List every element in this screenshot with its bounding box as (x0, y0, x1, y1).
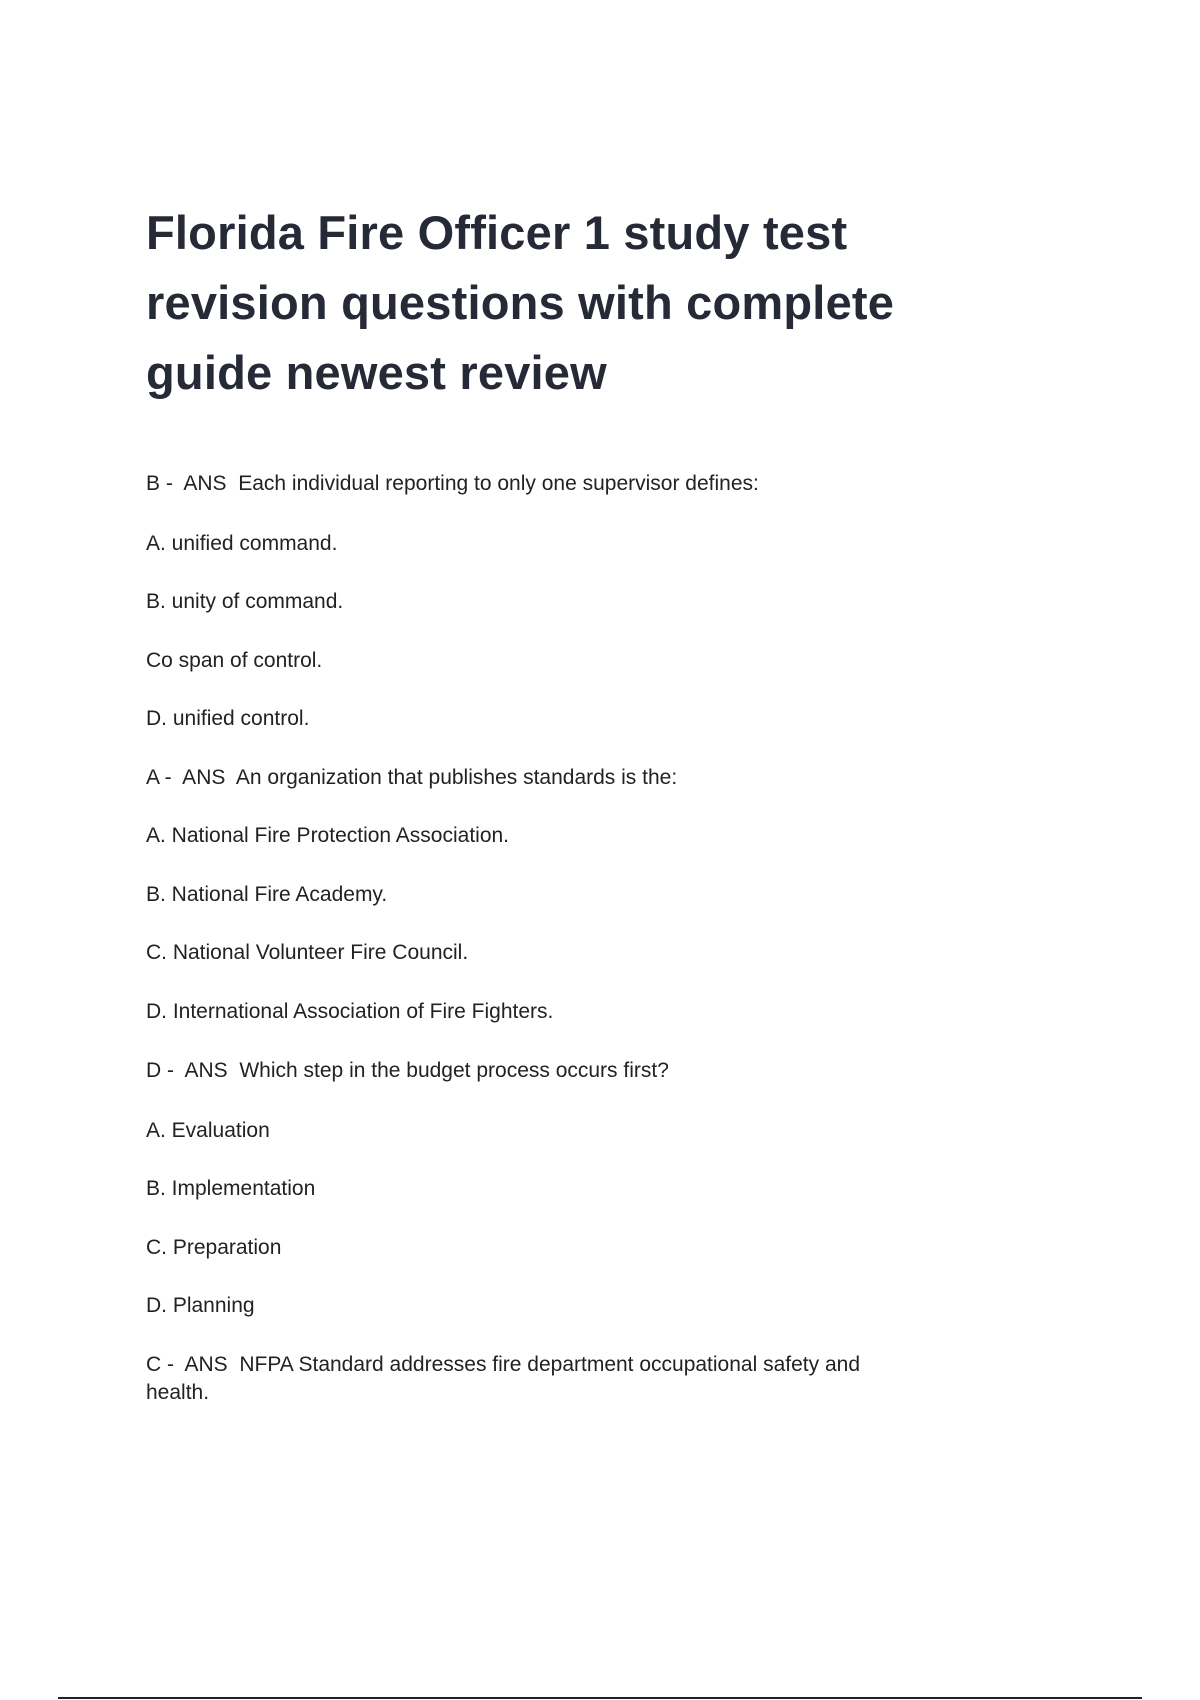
option-line: A. unified command. (146, 532, 338, 555)
option-line: D. Planning (146, 1294, 255, 1317)
option-line: C. National Volunteer Fire Council. (146, 941, 469, 964)
answer-key: C - ANS (146, 1353, 240, 1376)
question-1 (146, 470, 759, 498)
document-title: Florida Fire Officer 1 study test revision questions with complete guide newest review (146, 206, 895, 399)
question-4 (146, 1351, 886, 1407)
option-line: A. Evaluation (146, 1119, 270, 1142)
answer-key: B - ANS (146, 472, 239, 495)
question-text: Which step in the budget process occurs first? (239, 1059, 669, 1082)
question-3 (146, 1057, 669, 1085)
option-line: B. National Fire Academy. (146, 883, 388, 906)
answer-key: D - ANS (146, 1059, 240, 1082)
option-line: Co span of control. (146, 649, 323, 672)
option-line: C. Preparation (146, 1236, 282, 1259)
option-line: A. National Fire Protection Association. (146, 824, 510, 847)
question-text: NFPA Standard addresses fire department occupational safety and health. (146, 1353, 860, 1404)
question-2 (146, 764, 677, 792)
option-line: B. unity of command. (146, 590, 344, 613)
footer-divider (58, 1697, 1142, 1699)
option-line: D. International Association of Fire Fighters. (146, 1000, 554, 1023)
answer-key: A - ANS (146, 766, 236, 789)
option-line: D. unified control. (146, 707, 310, 730)
option-line: B. Implementation (146, 1177, 316, 1200)
question-text: An organization that publishes standards is the: (235, 766, 678, 789)
question-text: Each individual reporting to only one supervisor defines: (238, 472, 759, 495)
